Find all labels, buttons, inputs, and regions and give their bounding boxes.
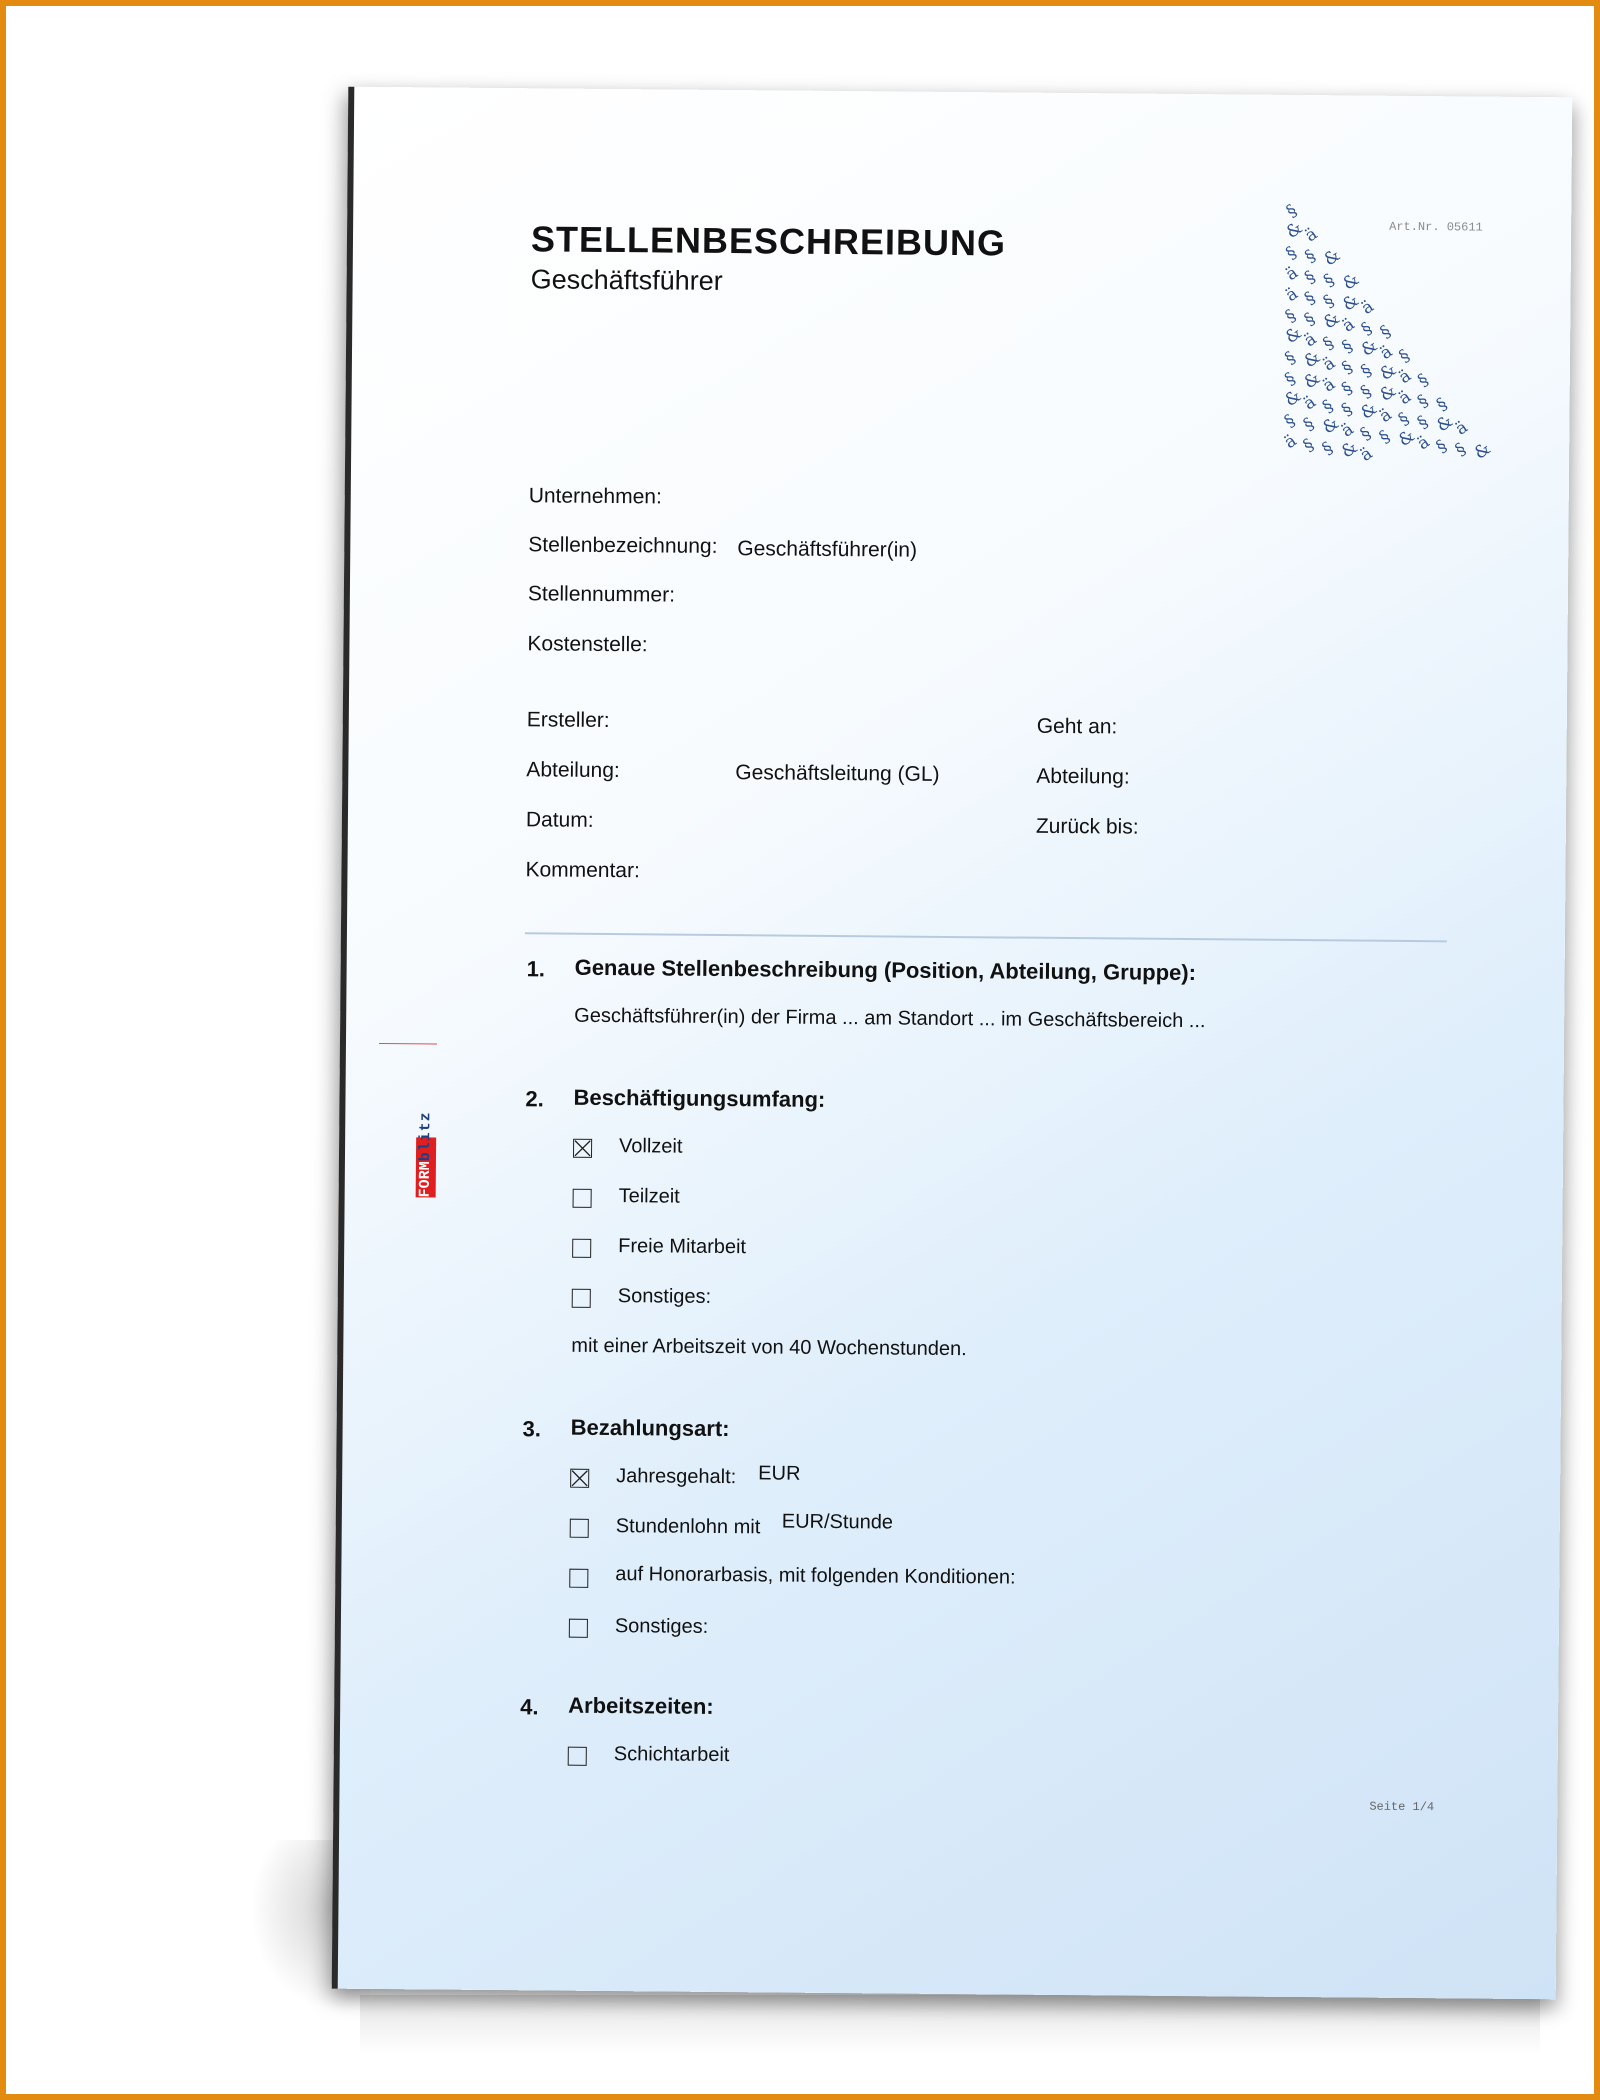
pattern-glyph: ä	[1395, 365, 1415, 389]
pattern-glyph: &	[1282, 217, 1307, 244]
field-label-abteilung-ziel: Abteilung:	[1036, 764, 1130, 789]
pattern-glyph: §	[1375, 426, 1395, 448]
section-number: 3.	[522, 1416, 542, 1442]
pattern-glyph: §	[1394, 408, 1414, 431]
page-number: Seite 1/4	[1369, 1799, 1435, 1815]
field-label-abteilung: Abteilung:	[526, 758, 620, 783]
option-label: Freie Mitarbeit	[618, 1235, 747, 1259]
pattern-glyph: §	[1282, 200, 1302, 223]
pattern-glyph: &	[1320, 245, 1345, 271]
pattern-glyph: ä	[1282, 262, 1302, 286]
pattern-glyph: ä	[1376, 341, 1397, 364]
pattern-glyph: ä	[1319, 353, 1340, 376]
field-label-zurueck-bis: Zurück bis:	[1035, 814, 1139, 839]
section-number: 2.	[525, 1086, 544, 1112]
document-page	[332, 87, 1573, 2000]
pattern-glyph: &	[1281, 385, 1305, 412]
pattern-glyph: §	[1357, 381, 1376, 403]
pattern-glyph: §	[1319, 396, 1338, 418]
option-label: Stundenlohn mit	[615, 1515, 761, 1539]
option-label: Teilzeit	[618, 1185, 680, 1208]
pattern-glyph: &	[1339, 269, 1363, 295]
field-value-abteilung: Geschäftsleitung (GL)	[735, 761, 940, 786]
option-label: Schichtarbeit	[613, 1743, 730, 1767]
pattern-glyph: §	[1356, 423, 1376, 445]
pattern-glyph: §	[1357, 318, 1377, 340]
pattern-glyph: §	[1414, 390, 1433, 413]
field-label-stellenbezeichnung: Stellenbezeichnung:	[528, 533, 718, 558]
checkbox-schichtarbeit[interactable]	[568, 1747, 587, 1766]
section-note: mit einer Arbeitszeit von 40 Wochenstunden.	[571, 1334, 967, 1361]
pattern-glyph: ä	[1395, 386, 1415, 410]
pattern-glyph: §	[1281, 368, 1300, 391]
checkbox-freie-mitarbeit[interactable]	[572, 1239, 591, 1258]
field-label-geht-an: Geht an:	[1036, 714, 1118, 739]
checkbox-stundenlohn[interactable]	[570, 1519, 589, 1538]
pattern-glyph: §	[1413, 411, 1433, 434]
pattern-glyph: §	[1281, 347, 1300, 370]
pattern-glyph: §	[1414, 369, 1433, 392]
pattern-glyph: §	[1432, 436, 1452, 458]
pattern-glyph: §	[1376, 321, 1395, 343]
pattern-glyph: §	[1301, 266, 1320, 289]
pattern-glyph: ä	[1375, 404, 1396, 427]
section-heading: Beschäftigungsumfang:	[573, 1084, 826, 1112]
pattern-glyph: &	[1318, 413, 1343, 439]
pattern-glyph: §	[1357, 360, 1376, 382]
paragraph-symbol-pattern	[1281, 200, 1513, 472]
pattern-glyph: §	[1299, 434, 1319, 457]
field-label-kommentar: Kommentar:	[525, 858, 640, 883]
pattern-glyph: &	[1300, 368, 1325, 394]
pattern-glyph: §	[1433, 394, 1452, 416]
page-floor-shadow	[360, 1995, 1540, 2055]
pattern-glyph: §	[1337, 399, 1357, 421]
option-label: Vollzeit	[618, 1135, 683, 1158]
pattern-glyph: &	[1470, 438, 1495, 464]
pattern-glyph: ä	[1281, 430, 1301, 454]
pattern-glyph: §	[1451, 439, 1470, 461]
pattern-glyph: §	[1318, 438, 1337, 460]
section-heading: Arbeitszeiten:	[568, 1692, 714, 1719]
pattern-glyph: §	[1281, 410, 1300, 433]
pattern-glyph: &	[1376, 380, 1400, 406]
pattern-glyph: &	[1281, 322, 1306, 349]
pattern-glyph: §	[1338, 378, 1357, 400]
pattern-glyph: &	[1319, 308, 1344, 334]
pattern-glyph: §	[1299, 413, 1319, 436]
pattern-glyph: &	[1338, 290, 1363, 316]
pattern-glyph: ä	[1301, 223, 1322, 247]
pattern-glyph: ä	[1338, 314, 1359, 337]
section-number: 4.	[520, 1694, 539, 1720]
pattern-glyph: ä	[1451, 417, 1472, 440]
section-divider	[525, 932, 1447, 942]
pattern-glyph: §	[1319, 333, 1338, 355]
pattern-glyph: §	[1320, 270, 1339, 292]
pattern-glyph: &	[1357, 335, 1382, 361]
checkbox-honorarbasis[interactable]	[569, 1569, 588, 1588]
document-subtitle: Geschäftsführer	[530, 264, 723, 296]
pattern-glyph: ä	[1413, 431, 1434, 455]
option-suffix: EUR/Stunde	[781, 1510, 894, 1534]
pattern-glyph: §	[1301, 245, 1320, 268]
option-label: Sonstiges:	[617, 1285, 712, 1308]
pattern-glyph: §	[1395, 345, 1414, 368]
section-number: 1.	[526, 956, 546, 982]
pattern-glyph: ä	[1300, 391, 1320, 415]
field-label-kostenstelle: Kostenstelle:	[527, 632, 648, 657]
document-title: STELLENBESCHREIBUNG	[530, 218, 1007, 264]
field-value-stellenbezeichnung: Geschäftsführer(in)	[737, 537, 918, 562]
pattern-glyph: &	[1337, 437, 1362, 463]
pattern-glyph: &	[1300, 347, 1325, 373]
field-label-datum: Datum:	[525, 808, 594, 832]
pattern-glyph: §	[1282, 242, 1301, 265]
pattern-glyph: ä	[1281, 283, 1302, 307]
field-label-unternehmen: Unternehmen:	[528, 484, 662, 509]
checkbox-vollzeit[interactable]	[573, 1139, 592, 1158]
pattern-glyph: ä	[1337, 419, 1358, 442]
pattern-glyph: ä	[1300, 328, 1321, 352]
pattern-glyph: &	[1356, 398, 1381, 424]
pattern-glyph: §	[1319, 291, 1339, 313]
checkbox-sonstiges-bezahlung[interactable]	[569, 1619, 588, 1638]
pattern-glyph: §	[1338, 336, 1357, 358]
checkbox-sonstiges[interactable]	[572, 1289, 591, 1308]
checkbox-teilzeit[interactable]	[573, 1189, 592, 1208]
pattern-glyph: §	[1300, 308, 1320, 331]
section-text: Geschäftsführer(in) der Firma ... am Standort ... im Geschäftsbereich ...	[574, 1004, 1206, 1033]
formblitz-logo: FORMblitz	[416, 1049, 437, 1197]
pattern-glyph: §	[1281, 305, 1301, 328]
pattern-glyph: &	[1394, 425, 1419, 452]
option-label: Sonstiges:	[614, 1615, 709, 1638]
checkbox-jahresgehalt[interactable]	[570, 1469, 589, 1488]
pattern-glyph: §	[1300, 287, 1320, 310]
pattern-glyph: &	[1376, 359, 1401, 385]
option-label: Jahresgehalt:	[616, 1465, 737, 1489]
section-heading: Bezahlungsart:	[570, 1414, 730, 1442]
pattern-glyph: ä	[1356, 443, 1377, 466]
field-label-stellennummer: Stellennummer:	[527, 582, 676, 607]
pattern-glyph: §	[1338, 357, 1357, 379]
field-label-ersteller: Ersteller:	[526, 708, 610, 732]
pattern-glyph: ä	[1319, 374, 1339, 397]
pattern-glyph: &	[1432, 411, 1457, 437]
section-heading: Genaue Stellenbeschreibung (Position, Abteilung, Gruppe):	[574, 954, 1197, 986]
option-label: auf Honorarbasis, mit folgenden Konditionen:	[615, 1563, 1016, 1589]
option-suffix: EUR	[758, 1462, 801, 1485]
article-number: Art.Nr. 05611	[1389, 219, 1483, 235]
pattern-glyph: ä	[1357, 296, 1378, 319]
